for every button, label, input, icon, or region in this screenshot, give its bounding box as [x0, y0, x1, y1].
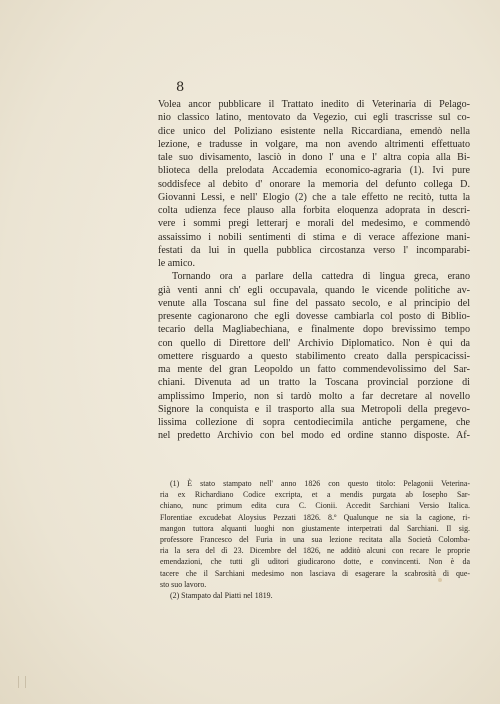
body-line: venute alla Toscana sul fine del passato secolo, e al principio del — [158, 297, 470, 309]
footnote-line: ria ex Richardiano Codice excripta, et a mendis purgata ab Iosepho Sar- — [160, 490, 470, 500]
body-line: nel predetto Archivio con bel modo ed ordine stanno disposte. Af- — [158, 430, 470, 442]
body-line: soddisfece al debito d' onorare la memoria del defunto collega D. — [158, 178, 470, 190]
body-line: chiani. Divenuta ad un tratto la Toscana provincial porzione di — [158, 377, 470, 389]
body-line: tecario della Magliabechiana, e finalmente dopo brevissimo tempo — [158, 324, 470, 336]
footnote-line: chiano, nunc primum edita cura C. Cionii. Accedit Sarchiani Versio Italica. — [160, 501, 470, 511]
body-line: Tornando ora a parlare della cattedra di lingua greca, erano — [172, 271, 470, 283]
body-line: con quello di Direttore dell' Archivio Diplomatico. Non è qui da — [158, 337, 470, 349]
body-line: presente cagionarono che egli dovesse cambiarla col posto di Biblio- — [158, 311, 470, 322]
body-line: dice unico del Poliziano esistente nella Riccardiana, emendò nella — [158, 125, 470, 137]
binding-mark — [18, 676, 26, 688]
footnote-line: (2) Stampato dal Piatti nel 1819. — [170, 591, 273, 601]
footnote-line: ria la sera del dì 23. Dicembre del 1826, ne additò alcuni con recare le proprie — [160, 546, 470, 556]
footnotes — [160, 478, 470, 601]
body-line: Giovanni Lessi, e nell' Elogio (2) che a tale effetto ne recitò, tutta la — [158, 191, 470, 203]
body-line: tale suo divisamento, lasciò in dono l' una e l' altra copia alla Bi- — [158, 152, 470, 163]
body-line: ma mente del gran Leopoldo un fatto commendevolissimo del Sar- — [158, 364, 470, 375]
body-line: assaissimo i nobili sentimenti di stima e di verace affezione mani- — [158, 231, 470, 243]
body-line: lissima collezione di sopra centodiecimila antiche pergamene, che — [158, 417, 470, 428]
body-line: festati da lui in quella pubblica circostanza verso l' incomparabi- — [158, 244, 470, 256]
body-line: blioteca della prelodata Accademia economico-agraria (1). Ivi pure — [158, 165, 470, 177]
body-line: già venti anni ch' egli occupavala, quando le vicende politiche av- — [158, 284, 470, 296]
body-line: nio classico latino, mentovato da Vegezio, cui egli trascrisse sul co- — [158, 112, 470, 124]
body-line: vere i sommi pregi letterarj e morali del medesimo, e commendò — [158, 218, 470, 230]
footnote-line: tacere che il Sarchiani medesimo non lasciava di esagerare la scabrosità di que- — [160, 568, 470, 578]
footnote-line: (1) È stato stampato nell' anno 1826 con questo titolo: Pelagonii Veterina- — [170, 479, 470, 488]
paper-stain — [300, 410, 303, 413]
footnote-line: Florentiae excudebat Aloysius Pezzati 1826. 8.º Qualunque ne sia la cagione, ri- — [160, 512, 470, 522]
body-line: colta udienza fece plauso alla forbita eloquenza adoprata in descri- — [158, 205, 470, 216]
body-line: Volea ancor pubblicare il Trattato inedito di Veterinaria di Pelago- — [158, 99, 470, 110]
paper-stain — [438, 578, 442, 582]
body-line: lezione, e tradusse in volgare, ma non avendo altrimenti effettuato — [158, 138, 470, 150]
body-line: le amico. — [158, 258, 195, 269]
body-line: amplissimo Imperio, non si tardò molto a far decretare al novello — [158, 390, 470, 402]
body-line: Signore la conquista e il trasporto alla sua Metropoli della pregevo- — [158, 403, 470, 415]
footnote-line: professore Francesco del Furia in una sua lezione recitata alla Società Colomba- — [160, 535, 470, 545]
footnote-line: sto suo lavoro. — [160, 579, 207, 589]
body-line: omettere risguardo a questo stabilimento creato dalla perspicacissi- — [158, 350, 470, 362]
body-text — [158, 98, 470, 443]
page-number: 8 — [176, 80, 185, 95]
footnote-line: emendazioni, che tutti gli uditori giudicarono dotte, e convincenti. Non è da — [160, 557, 470, 567]
footnote-line: mangon tuttora alquanti luoghi non giustamente interpetrati dal Sarchiani. Il sig. — [160, 523, 470, 533]
